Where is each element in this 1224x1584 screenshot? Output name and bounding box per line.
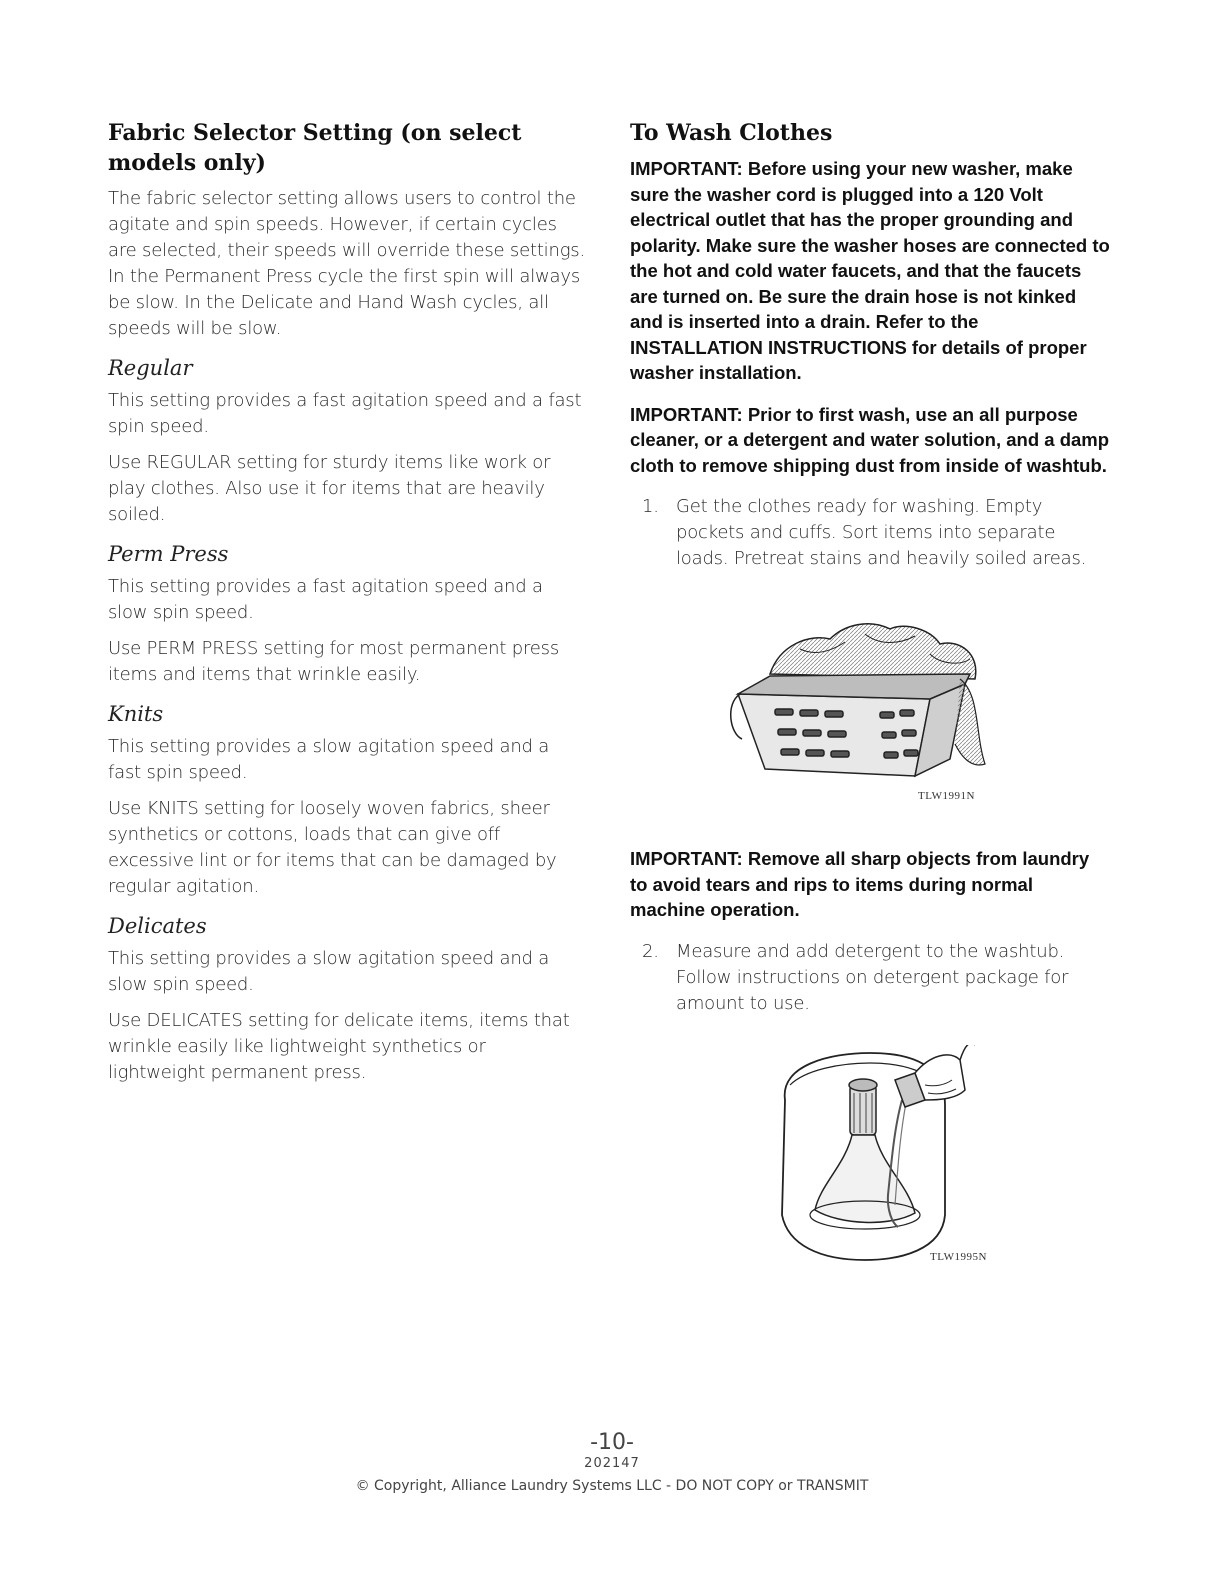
copyright-notice: © Copyright, Alliance Laundry Systems LLC - DO NOT COPY or TRANSMIT xyxy=(355,1478,869,1494)
detergent-pour-figure xyxy=(630,1045,1110,1275)
important-sharp-objects-note: IMPORTANT: Remove all sharp objects from laundry to avoid tears and rips to items during normal machine operation. xyxy=(630,848,1090,920)
laundry-basket-illustration xyxy=(630,594,1110,794)
perm-press-heading: Perm Press xyxy=(108,542,229,566)
perm-press-usage: Use PERM PRESS setting for most permanent press items and items that wrinkle easily. xyxy=(108,638,559,685)
step-2 xyxy=(630,939,1110,1017)
important-first-wash-note: IMPORTANT: Prior to first wash, use an all purpose cleaner, or a detergent and water solution, and a damp cloth to remove shipping dust from inside of washtub. xyxy=(630,403,1110,476)
figure-1-label: TLW1991N xyxy=(918,790,975,802)
to-wash-clothes-heading: To Wash Clothes xyxy=(630,120,833,146)
step-1 xyxy=(630,494,1110,572)
step-1-text: Get the clothes ready for washing. Empty pockets and cuffs. Sort items into separate loads. Pretreat stains and heavily soiled areas. xyxy=(676,496,1087,569)
knits-heading: Knits xyxy=(108,702,164,726)
fabric-selector-heading: Fabric Selector Setting (on select models only) xyxy=(108,120,522,176)
step-2-text: Measure and add detergent to the washtub. Follow instructions on detergent package for amount to use. xyxy=(676,940,1069,1014)
laundry-basket-figure xyxy=(630,594,1110,804)
delicates-heading: Delicates xyxy=(108,914,207,938)
figure-2-label: TLW1995N xyxy=(930,1250,987,1263)
fabric-selector-intro: The fabric selector setting allows users to control the agitate and spin speeds. However, if certain cycles are selected, their speeds will override these settings. In the Permanent Press cycle the first spin will always be slow. In the Delicate and Hand Wash cycles, all speeds will be slow. xyxy=(108,188,585,339)
perm-press-description: This setting provides a fast agitation speed and a slow spin speed. xyxy=(108,576,543,623)
regular-usage: Use REGULAR setting for sturdy items like work or play clothes. Also use it for items that are heavily soiled. xyxy=(108,452,551,525)
page-number: -10- xyxy=(590,1430,634,1455)
knits-usage: Use KNITS setting for loosely woven fabrics, sheer synthetics or cottons, loads that can give off excessive lint or for items that can be damaged by regular agitation. xyxy=(108,798,557,897)
knits-description: This setting provides a slow agitation speed and a fast spin speed. xyxy=(108,736,550,783)
right-column xyxy=(630,118,1110,1275)
step-1-number: 1. xyxy=(642,496,659,517)
detergent-pour-illustration xyxy=(630,1045,1110,1265)
important-installation-note: IMPORTANT: Before using your new washer, make sure the washer cord is plugged into a 120 Volt electrical outlet that has the proper grounding and polarity. Make sure the washer hoses are connected to the hot and cold water faucets, and that the faucets are turned on. Be sure the drain hose is not kinked and is inserted into a drain. Refer to the INSTALLATION INSTRUCTIONS for details of proper washer installation. xyxy=(630,158,1110,383)
delicates-usage: Use DELICATES setting for delicate items, items that wrinkle easily like lightweight synthetics or lightweight permanent press. xyxy=(108,1010,570,1083)
step-2-number: 2. xyxy=(642,940,659,962)
regular-heading: Regular xyxy=(108,356,193,380)
delicates-description: This setting provides a slow agitation speed and a slow spin speed. xyxy=(108,948,550,995)
regular-description: This setting provides a fast agitation speed and a fast spin speed. xyxy=(108,390,582,437)
left-column xyxy=(108,118,586,1096)
document-number: 202147 xyxy=(584,1456,640,1471)
